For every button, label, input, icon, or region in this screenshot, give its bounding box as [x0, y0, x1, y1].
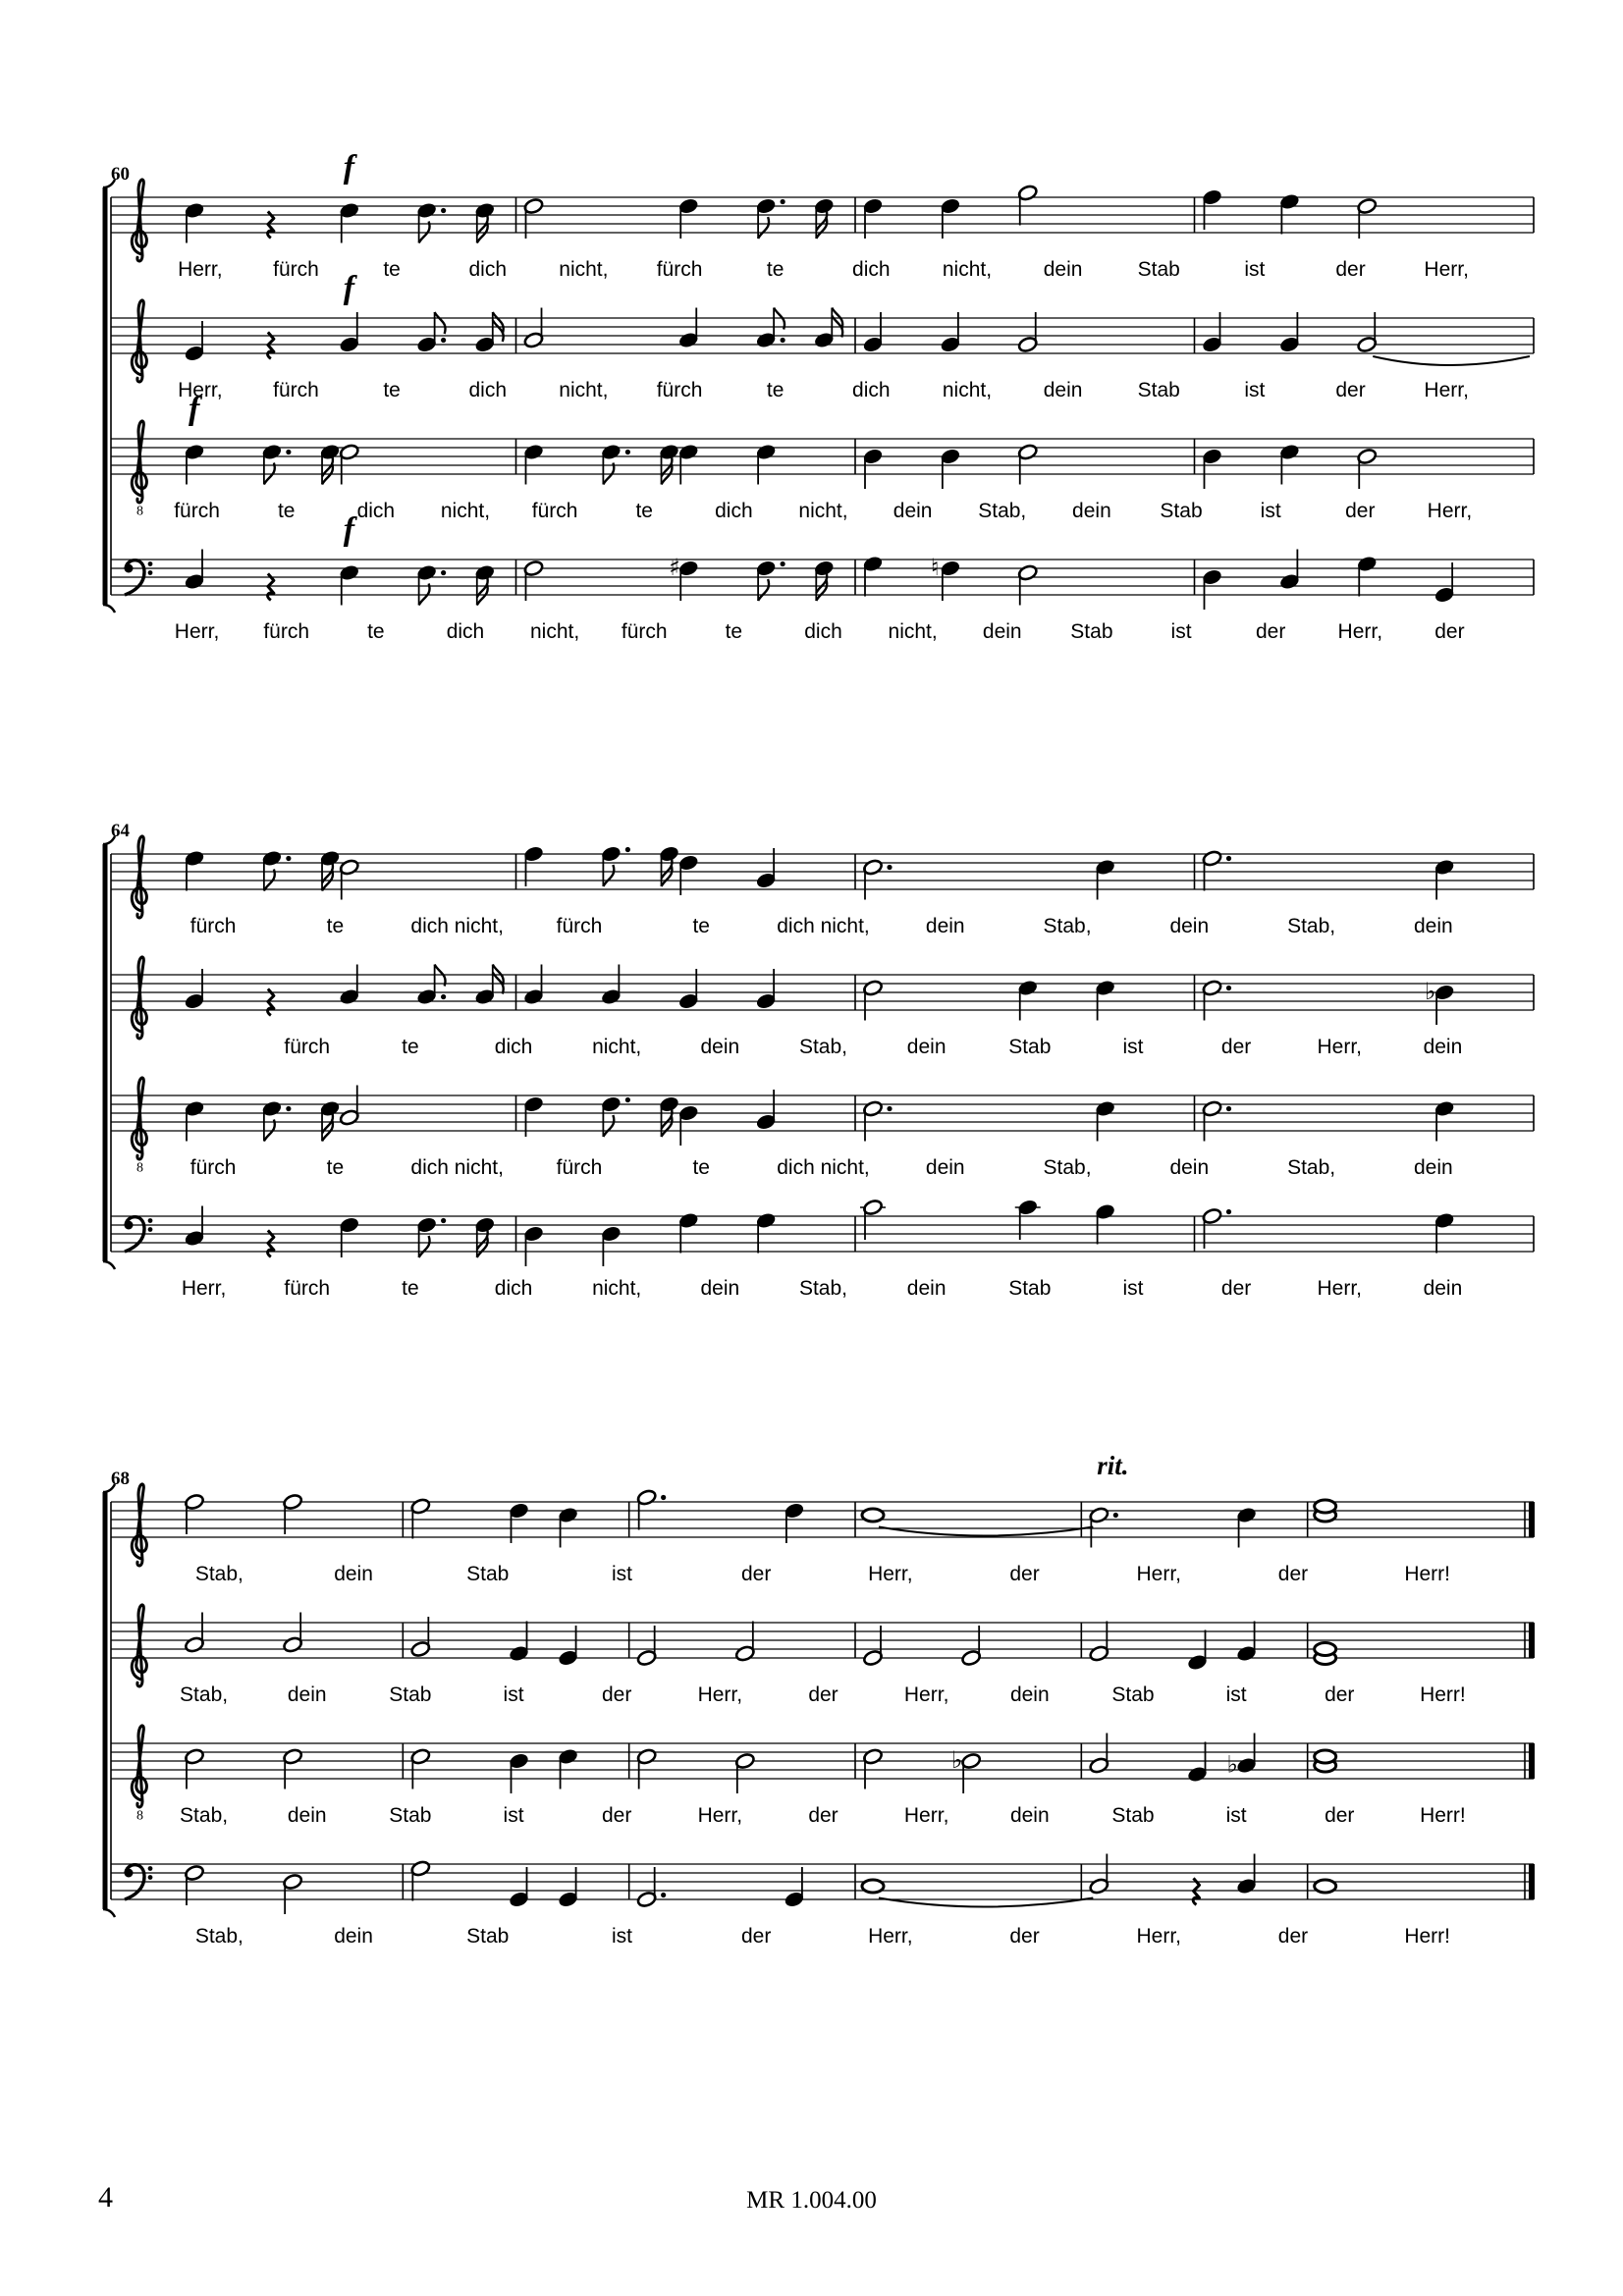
lyric-syllable: nicht, [440, 500, 491, 522]
measure-number: 68 [111, 1468, 130, 1489]
treble-clef-icon [132, 957, 146, 1039]
lyric-syllable: der [1277, 1925, 1309, 1948]
lyric-syllable: Herr, [1337, 620, 1383, 643]
lyric-syllable: ist [1122, 1036, 1144, 1058]
lyric-syllable: fürch [656, 379, 703, 401]
lyric-syllable: dich [852, 379, 891, 401]
lyric-syllable: Herr, [178, 258, 223, 281]
treble-clef-icon [132, 1078, 146, 1159]
flat-icon: ♭ [1425, 978, 1436, 1005]
bass-clef-dot [148, 1875, 153, 1880]
dot-icon [286, 450, 291, 454]
system-1 [103, 149, 1534, 643]
note-flag [758, 579, 769, 601]
lyric-syllable: fürch [174, 500, 220, 522]
flat-icon: ♭ [951, 1746, 963, 1774]
lyric-syllable: fürch [621, 620, 668, 643]
dot-icon [781, 338, 785, 343]
lyric-syllable: dich [446, 620, 485, 643]
lyric-syllable: nicht, [942, 258, 993, 281]
lyric-syllable: dein [893, 500, 933, 522]
lyric-syllable: der [1434, 620, 1465, 643]
lyric-syllable: te [766, 258, 784, 281]
whole-note [1315, 1500, 1336, 1513]
treble-clef-icon [132, 836, 146, 918]
lyric-syllable: der [1335, 258, 1366, 281]
bracket-hook [103, 1484, 115, 1492]
dot-icon [441, 338, 446, 343]
dot-icon [1113, 1513, 1118, 1518]
lyric-syllable: nicht, [529, 620, 580, 643]
dot-icon [781, 561, 785, 566]
lyric-syllable: dein [1423, 1277, 1463, 1300]
lyric-syllable: Herr, [1424, 258, 1469, 281]
lyric-syllable: der [602, 1804, 632, 1827]
dot-icon [625, 1097, 630, 1102]
lyric-syllable: nicht, [942, 379, 993, 401]
lyric-syllable: Herr, [1427, 500, 1473, 522]
lyric-syllable: fürch [556, 1156, 603, 1179]
lyric-syllable: der [1255, 620, 1286, 643]
lyric-syllable: der [1335, 379, 1366, 401]
lyric-syllable: te [402, 1277, 419, 1300]
lyric-syllable: ist [1260, 500, 1281, 522]
lyric-syllable: dich [715, 500, 753, 522]
lyric-syllable: dein [334, 1925, 373, 1948]
lyric-syllable: nicht, [592, 1277, 642, 1300]
lyric-syllable: fürch [263, 620, 310, 643]
lyric-syllable: Stab [389, 1683, 432, 1706]
lyric-syllable: te [326, 1156, 345, 1179]
lyric-syllable: fürch [189, 1156, 237, 1179]
dynamic-forte: f [189, 391, 200, 427]
lyric-syllable: fürch [189, 915, 237, 937]
lyric-syllable: ist [503, 1683, 524, 1706]
lyric-syllable: te [635, 500, 653, 522]
staff-tenor [111, 1078, 1534, 1179]
lyric-syllable: Stab, [1287, 915, 1336, 937]
dot-icon [441, 208, 446, 213]
lyric-syllable: der [740, 1563, 772, 1585]
lyric-syllable: ist [1225, 1683, 1247, 1706]
lyric-syllable: dein [287, 1683, 327, 1706]
lyric-syllable: Stab, [194, 1563, 243, 1585]
lyric-syllable: fürch [284, 1036, 331, 1058]
lyric-syllable: Stab, [978, 500, 1027, 522]
lyric-syllable: der [1325, 1804, 1355, 1827]
bass-clef-dot [148, 1227, 153, 1232]
note-flag [419, 1236, 430, 1257]
lyric-syllable: ist [503, 1804, 524, 1827]
bracket-hook [103, 180, 115, 187]
dot-icon [286, 1106, 291, 1111]
lyric-syllable: dich [852, 258, 891, 281]
dot-icon [286, 856, 291, 861]
lyric-syllable: dich [468, 379, 508, 401]
lyric-syllable: ist [1170, 620, 1192, 643]
treble-clef-icon [132, 1484, 146, 1566]
lyric-syllable: der [1220, 1036, 1252, 1058]
lyric-syllable: dich [494, 1036, 533, 1058]
bracket-hook [103, 1909, 115, 1917]
lyric-syllable: te [383, 258, 401, 281]
lyric-syllable: Stab, [1287, 1156, 1336, 1179]
lyric-syllable: Stab [466, 1925, 510, 1948]
lyric-syllable: dein [700, 1277, 740, 1300]
note-flag [603, 865, 614, 886]
lyric-syllable: dein [925, 1156, 965, 1179]
dot-icon [1226, 1106, 1231, 1111]
system-3 [103, 1451, 1534, 1948]
treble-clef-icon [132, 1726, 146, 1807]
lyric-syllable: fürch [531, 500, 578, 522]
lyric-syllable: ist [611, 1925, 632, 1948]
lyric-syllable: Stab [1137, 379, 1180, 401]
lyric-syllable: Stab [466, 1563, 510, 1585]
lyric-syllable: der [1009, 1925, 1040, 1948]
bass-clef-dot [148, 1218, 153, 1223]
lyric-syllable: der [1345, 500, 1376, 522]
octave-eight-icon: 8 [136, 504, 143, 519]
lyric-syllable: Stab, [180, 1804, 229, 1827]
octave-eight-icon: 8 [136, 1808, 143, 1824]
dot-icon [441, 994, 446, 999]
note-flag [435, 312, 446, 334]
tie-slur [1373, 356, 1530, 365]
lyric-syllable: dich nicht, [410, 915, 504, 937]
whole-note [1315, 1750, 1336, 1763]
lyric-syllable: dein [1169, 1156, 1210, 1179]
dot-icon [441, 570, 446, 575]
staff-tenor [111, 391, 1534, 522]
staff-alto [111, 1605, 1534, 1706]
lyric-syllable: fürch [273, 258, 319, 281]
lyric-syllable: Stab [1008, 1036, 1052, 1058]
dot-icon [661, 1495, 666, 1500]
measure-number: 64 [111, 821, 130, 841]
lyric-syllable: der [602, 1683, 632, 1706]
lyric-syllable: fürch [656, 258, 703, 281]
lyric-syllable: Stab, [1043, 1156, 1092, 1179]
lyric-syllable: ist [1244, 379, 1266, 401]
lyric-syllable: Stab, [798, 1036, 848, 1058]
lyric-syllable: Herr, [903, 1804, 949, 1827]
staff-bass [111, 511, 1534, 643]
whole-note [862, 1880, 884, 1893]
lyric-syllable: dein [1043, 379, 1083, 401]
lyric-syllable: dein [1414, 1156, 1453, 1179]
staff-soprano [111, 1484, 1534, 1585]
staff-alto [111, 270, 1534, 401]
lyric-syllable: te [725, 620, 743, 643]
lyric-syllable: ist [1225, 1804, 1247, 1827]
treble-clef-icon [132, 300, 146, 382]
lyric-syllable: der [808, 1683, 839, 1706]
dot-icon [781, 199, 785, 204]
staff-soprano [111, 149, 1534, 281]
lyric-syllable: Stab [1008, 1277, 1052, 1300]
dot-icon [441, 1218, 446, 1223]
lyric-syllable: dein [1423, 1036, 1463, 1058]
lyric-syllable: ist [1122, 1277, 1144, 1300]
lyric-syllable: Herr! [1420, 1804, 1466, 1827]
lyric-syllable: dich nicht, [410, 1156, 504, 1179]
lyric-syllable: Stab [1111, 1804, 1155, 1827]
lyric-syllable: Stab [1070, 620, 1113, 643]
lyric-syllable: Herr, [181, 1277, 227, 1300]
measure-number: 60 [111, 164, 130, 185]
page-number: 4 [98, 2181, 113, 2214]
lyric-syllable: Herr, [1317, 1277, 1363, 1300]
lyric-syllable: dich [468, 258, 508, 281]
lyric-syllable: der [1277, 1563, 1309, 1585]
lyric-syllable: te [383, 379, 401, 401]
bracket-hook [103, 836, 115, 844]
lyric-syllable: nicht, [888, 620, 938, 643]
treble-clef-icon [132, 1605, 146, 1686]
lyric-syllable: dein [1414, 915, 1453, 937]
lyric-syllable: te [692, 1156, 710, 1179]
lyric-syllable: Herr! [1404, 1563, 1450, 1585]
lyric-syllable: dein [700, 1036, 740, 1058]
lyric-syllable: te [402, 1036, 419, 1058]
lyric-syllable: Stab [389, 1804, 432, 1827]
bass-clef-dot [148, 1866, 153, 1871]
dot-icon [1226, 986, 1231, 990]
lyric-syllable: te [692, 915, 710, 937]
lyric-syllable: dich [804, 620, 842, 643]
lyric-syllable: dein [287, 1804, 327, 1827]
bass-clef-dot [148, 570, 153, 575]
treble-clef-icon [132, 421, 146, 503]
whole-note [862, 1509, 884, 1522]
lyric-syllable: Herr, [1136, 1563, 1182, 1585]
lyric-syllable: Herr! [1420, 1683, 1466, 1706]
lyric-syllable: te [277, 500, 296, 522]
lyric-syllable: Herr, [697, 1683, 743, 1706]
lyric-syllable: dich [494, 1277, 533, 1300]
lyric-syllable: ist [611, 1563, 632, 1585]
lyric-syllable: dich nicht, [777, 915, 870, 937]
lyric-syllable: Herr! [1404, 1925, 1450, 1948]
lyric-syllable: dein [925, 915, 965, 937]
lyric-syllable: fürch [556, 915, 603, 937]
dot-icon [625, 847, 630, 852]
lyric-syllable: der [1325, 1683, 1355, 1706]
lyric-syllable: te [367, 620, 385, 643]
dot-icon [887, 865, 892, 870]
lyric-syllable: Herr, [1136, 1925, 1182, 1948]
note-flag [758, 217, 769, 239]
lyric-syllable: der [740, 1925, 772, 1948]
lyric-syllable: Herr, [178, 379, 223, 401]
tempo-marking: rit. [1097, 1451, 1129, 1480]
lyric-syllable: dein [334, 1563, 373, 1585]
dynamic-forte: f [343, 511, 355, 548]
lyric-syllable: Herr, [697, 1804, 743, 1827]
octave-eight-icon: 8 [136, 1160, 143, 1176]
lyric-syllable: Stab, [194, 1925, 243, 1948]
lyric-syllable: dein [1009, 1683, 1050, 1706]
lyric-syllable: Herr, [1424, 379, 1469, 401]
lyric-syllable: dein [906, 1036, 947, 1058]
staff-bass [111, 1854, 1534, 1949]
lyric-syllable: Herr, [903, 1683, 949, 1706]
lyric-syllable: Stab, [180, 1683, 229, 1706]
lyric-syllable: fürch [284, 1277, 331, 1300]
lyric-syllable: nicht, [798, 500, 848, 522]
sharp-icon: ♯ [669, 554, 680, 581]
lyric-syllable: Stab, [798, 1277, 848, 1300]
lyric-syllable: nicht, [559, 258, 609, 281]
lyric-syllable: dein [982, 620, 1022, 643]
dot-icon [661, 1893, 666, 1897]
bracket-hook [103, 1261, 115, 1269]
lyric-syllable: dein [1072, 500, 1111, 522]
bass-clef-dot [148, 561, 153, 566]
lyric-syllable: der [1009, 1563, 1040, 1585]
lyric-syllable: Herr, [1317, 1036, 1363, 1058]
whole-note [1315, 1643, 1336, 1656]
flat-icon: ♭ [1226, 1750, 1238, 1779]
treble-clef-icon [132, 180, 146, 261]
lyric-syllable: Stab, [1043, 915, 1092, 937]
lyric-syllable: dich [356, 500, 396, 522]
lyric-syllable: te [766, 379, 784, 401]
catalog-number: MR 1.004.00 [746, 2187, 877, 2214]
lyric-syllable: dein [1043, 258, 1083, 281]
staff-alto [111, 957, 1534, 1058]
staff-tenor [111, 1726, 1534, 1827]
lyric-syllable: dein [906, 1277, 947, 1300]
lyric-syllable: nicht, [592, 1036, 642, 1058]
dot-icon [887, 1106, 892, 1111]
lyric-syllable: dein [1009, 1804, 1050, 1827]
whole-note [1315, 1880, 1336, 1893]
natural-icon: ♮ [930, 554, 940, 581]
dot-icon [1226, 1209, 1231, 1214]
lyric-syllable: fürch [273, 379, 319, 401]
dynamic-forte: f [343, 270, 355, 306]
lyric-syllable: te [326, 915, 345, 937]
lyric-syllable: der [808, 1804, 839, 1827]
lyric-syllable: dich nicht, [777, 1156, 870, 1179]
lyric-syllable: Herr, [868, 1563, 913, 1585]
lyric-syllable: Stab [1111, 1683, 1155, 1706]
lyric-syllable: der [1220, 1277, 1252, 1300]
lyric-syllable: ist [1244, 258, 1266, 281]
dot-icon [1226, 856, 1231, 861]
note-flag [603, 1115, 614, 1137]
lyric-syllable: Herr, [868, 1925, 913, 1948]
lyric-syllable: Herr, [174, 620, 220, 643]
dot-icon [625, 450, 630, 454]
lyric-syllable: Stab [1160, 500, 1203, 522]
dynamic-forte: f [343, 149, 355, 186]
lyric-syllable: dein [1169, 915, 1210, 937]
staff-bass [111, 1199, 1534, 1300]
system-2 [103, 821, 1534, 1300]
bracket-hook [103, 605, 115, 613]
lyric-syllable: Stab [1137, 258, 1180, 281]
staff-soprano [111, 836, 1534, 937]
lyric-syllable: nicht, [559, 379, 609, 401]
